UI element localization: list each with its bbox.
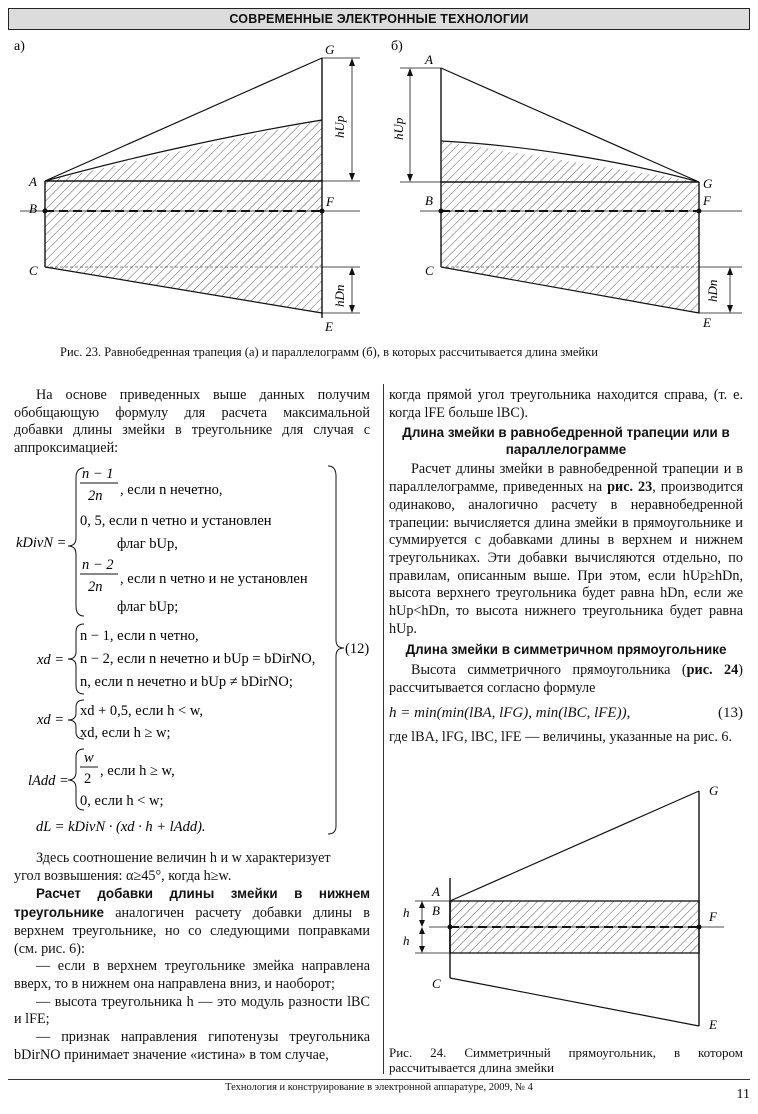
svg-text:xd =: xd = (37, 712, 65, 728)
svg-text:A: A (425, 52, 433, 67)
panel-a-label: а) (14, 39, 25, 54)
footer-rule (8, 1079, 750, 1080)
svg-text:2: 2 (84, 771, 92, 787)
left-body-text: Здесь соотношение величин h и w характеризует угол возвышения: α≥45°, когда h≥w. Расчет добавки длины змейки в нижнем треугольнике аналогичен расчету добавки длины в верхнем треугольнике, но со следующими поправками (см. рис. 6): — если в верхнем треугольнике змейка направлена вверх, то в нижнем она направлена вниз, и наоборот; — высота треугольника h — это модуль разности lBC и lFE; — признак направления гипотенузы треугольника bDirNO принимает значение «истина» в том случае, (14, 850, 370, 1063)
panel-a-hatched-area (45, 120, 322, 313)
svg-text:E: E (703, 315, 711, 330)
svg-text:lAdd =: lAdd = (28, 773, 69, 789)
svg-text:G: G (325, 42, 335, 57)
figure-24 (389, 778, 749, 1043)
svg-text:G: G (709, 783, 719, 798)
svg-text:hUp: hUp (332, 115, 347, 138)
svg-text:, если n четно и не установлен: , если n четно и не установлен (120, 571, 308, 587)
svg-text:, если n нечетно,: , если n нечетно, (120, 482, 223, 498)
svg-text:, если h ≥ w,: , если h ≥ w, (100, 763, 175, 779)
svg-text:C: C (425, 263, 434, 278)
svg-text:A: A (29, 174, 37, 189)
svg-text:флаг bUp;: флаг bUp; (117, 599, 179, 615)
svg-text:n − 2: n − 2 (82, 557, 114, 573)
heading-symmetric-rect: Длина змейки в симметричном прямоугольнике (405, 642, 727, 658)
svg-text:C: C (432, 976, 441, 991)
figure-24-caption: Рис. 24. Симметричный прямоугольник, в котором рассчитывается длина змейки (389, 1045, 743, 1075)
column-divider (383, 384, 384, 1074)
right-body-text: когда прямой угол треугольника находится справа, (т. е. когда lFE больше lBC). Длина змейки в равнобедренной трапеции или в параллелограмме Расчет длины змейки в равнобедренной трапеции и в параллелограмме, приведенных на рис. 23, производится одинаково, аналогично расчету в неравнобедренной трапеции: вычисляется длина змейки в прямоугольнике и суммируется с добавками длины в верхнем и нижнем треугольниках. Эти добавки вычисляются отдельно, по правилам, описанным выше. При этом, если hUp≥hDn, высота верхнего треугольника будет равна hDn, если же hUp<hDn, то высота нижнего треугольника будет равна hUp. Длина змейки в симметричном прямоугольнике Высота симметричного прямоугольника (рис. 24) рассчитывается согласно формуле h = min(min(lBA, lFG), min(lBC, lFE)), (13) где lBA, lFG, lBC, lFE — величины, указанные на рис. 6. (389, 387, 743, 746)
svg-text:hDn: hDn (332, 284, 347, 307)
svg-text:C: C (29, 263, 38, 278)
figure-23-caption: Рис. 23. Равнобедренная трапеция (а) и параллелограмм (б), в которых рассчитывается длина змейки (60, 345, 598, 359)
svg-text:0, если h < w;: 0, если h < w; (80, 793, 164, 809)
svg-text:hUp: hUp (391, 117, 406, 140)
svg-text:hDn: hDn (705, 279, 720, 302)
formula-13: h = min(min(lBA, lFG), min(lBC, lFE)), (13) (389, 705, 743, 722)
svg-text:0, 5, если n четно и установл: 0, 5, если n четно и установлен (80, 513, 272, 529)
svg-text:xd =: xd = (37, 652, 65, 668)
journal-footer: Технология и конструирование в электронной аппаратуре, 2009, № 4 (225, 1082, 533, 1093)
panel-b-hatched-area (441, 141, 699, 313)
svg-text:xd + 0,5, если h < w,: xd + 0,5, если h < w, (80, 703, 203, 719)
svg-text:h: h (403, 905, 410, 920)
svg-text:E: E (325, 319, 333, 334)
svg-text:(12): (12) (345, 641, 370, 657)
svg-text:B: B (432, 903, 440, 918)
svg-text:F: F (703, 193, 711, 208)
svg-text:n, если n нечетно и bUp ≠ bDi: n, если n нечетно и bUp ≠ bDirNO; (80, 674, 293, 690)
heading-trapezoid: Длина змейки в равнобедренной трапеции или в параллелограмме (402, 425, 730, 457)
svg-text:kDivN =: kDivN = (16, 535, 67, 551)
svg-text:xd, если h ≥ w;: xd, если h ≥ w; (80, 725, 171, 741)
svg-text:h: h (403, 933, 410, 948)
svg-text:флаг bUp,: флаг bUp, (117, 536, 178, 552)
svg-text:B: B (29, 201, 37, 216)
running-header: СОВРЕМЕННЫЕ ЭЛЕКТРОННЫЕ ТЕХНОЛОГИИ (8, 8, 750, 30)
figure-23 (0, 36, 758, 346)
svg-text:2n: 2n (88, 488, 103, 504)
svg-text:n − 1: n − 1 (82, 466, 114, 482)
panel-b-label: б) (391, 39, 403, 54)
svg-text:2n: 2n (88, 579, 103, 595)
svg-text:w: w (84, 750, 94, 766)
svg-text:n − 2, если n нечетно и bUp =: n − 2, если n нечетно и bUp = bDirNO, (80, 651, 316, 667)
svg-text:F: F (326, 194, 334, 209)
svg-text:dL = kDivN · (xd · h + lAdd).: dL = kDivN · (xd · h + lAdd). (36, 819, 206, 835)
page-number: 11 (736, 1087, 750, 1102)
formula-12 (10, 462, 380, 840)
svg-text:A: A (432, 884, 440, 899)
svg-text:n − 1, если n четно,: n − 1, если n четно, (80, 628, 199, 644)
svg-text:E: E (709, 1017, 717, 1032)
svg-text:F: F (709, 909, 717, 924)
svg-text:G: G (703, 176, 713, 191)
svg-text:B: B (425, 193, 433, 208)
intro-paragraph: На основе приведенных выше данных получим обобщающую формулу для расчета максимальной добавки длины змейки в треугольнике для случая с аппроксимацией: (14, 387, 370, 457)
